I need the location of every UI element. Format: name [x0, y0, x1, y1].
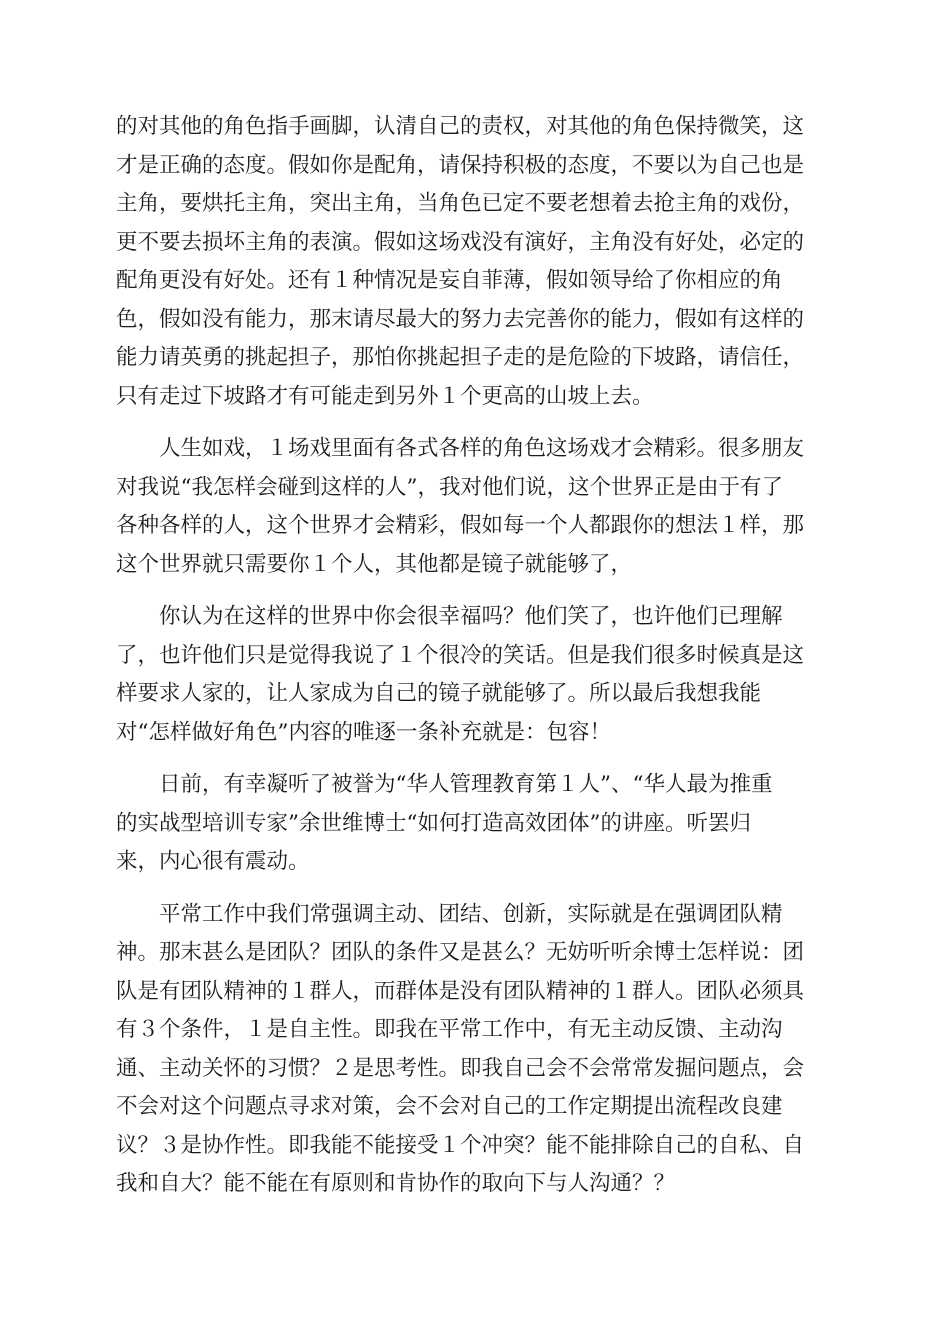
text-line: 这个世界就只需要你１个人，其他都是镜子就能够了， [116, 551, 633, 577]
paragraph-spacer [116, 416, 836, 430]
text-line: 队是有团队精神的１群人，而群体是没有团队精神的１群人。团队必须具 [116, 978, 805, 1004]
paragraph [116, 896, 836, 1204]
text-line: 平常工作中我们常强调主动、团结、创新，实际就是在强调团队精 [116, 901, 783, 927]
text-line: 不会对这个问题点寻求对策，会不会对自己的工作定期提出流程改良建 [116, 1094, 783, 1119]
text-line: 议？３是协作性。即我能不能接受１个冲突？能不能排除自己的自私、自 [116, 1132, 805, 1158]
text-line: 只有走过下坡路才有可能走到另外１个更高的山坡上去。 [116, 383, 654, 409]
paragraph-spacer [116, 882, 836, 896]
text-line: 来，内心很有震动。 [116, 849, 310, 874]
paragraph-spacer [116, 584, 836, 598]
text-line: 有３个条件，１是自主性。即我在平常工作中，有无主动反馈、主动沟 [116, 1017, 783, 1042]
text-line: 能力请英勇的挑起担子，那怕你挑起担子走的是危险的下坡路，请信任， [116, 345, 805, 370]
text-line: 日前，有幸凝听了被誉为“华人管理教育第１人”、“华人最为推重 [116, 772, 773, 797]
paragraph [116, 108, 836, 416]
text-line: 色，假如没有能力，那末请尽最大的努力去完善你的能力，假如有这样的 [116, 306, 805, 332]
text-line: 才是正确的态度。假如你是配角，请保持积极的态度，不要以为自己也是 [116, 152, 805, 178]
paragraph [116, 766, 836, 882]
document-body [116, 108, 836, 1204]
text-line: 的实战型培训专家”余世维博士“如何打造高效团体”的讲座。听罢归 [116, 810, 751, 836]
paragraph [116, 430, 836, 584]
text-line: 各种各样的人，这个世界才会精彩，假如每一个人都跟你的想法１样，那 [116, 513, 805, 538]
text-line: 你认为在这样的世界中你会很幸福吗？他们笑了，也许他们已理解 [116, 604, 783, 629]
text-line: 样要求人家的，让人家成为自己的镜子就能够了。所以最后我想我能 [116, 681, 762, 706]
text-line: 神。那末甚么是团队？团队的条件又是甚么？无妨听听余博士怎样说：团 [116, 940, 805, 965]
paragraph-spacer [116, 752, 836, 766]
text-line: 更不要去损坏主角的表演。假如这场戏没有演好，主角没有好处，必定的 [116, 229, 805, 255]
text-line: 通、主动关怀的习惯？２是思考性。即我自己会不会常常发掘问题点，会 [116, 1055, 805, 1081]
text-line: 主角，要烘托主角，突出主角，当角色已定不要老想着去抢主角的戏份， [116, 191, 805, 216]
text-line: 配角更没有好处。还有１种情况是妄自菲薄，假如领导给了你相应的角 [116, 268, 783, 293]
text-line: 我和自大？能不能在有原则和肯协作的取向下与人沟通？？ [116, 1171, 676, 1196]
text-line: 的对其他的角色指手画脚，认清自己的责权，对其他的角色保持微笑，这 [116, 114, 805, 139]
text-line: 了，也许他们只是觉得我说了１个很冷的笑话。但是我们很多时候真是这 [116, 642, 805, 668]
text-line: 对“怎样做好角色”内容的唯逐一条补充就是：包容！ [116, 719, 611, 745]
paragraph [116, 598, 836, 752]
text-line: 人生如戏，１场戏里面有各式各样的角色这场戏才会精彩。很多朋友 [116, 436, 805, 461]
text-line: 对我说“我怎样会碰到这样的人”，我对他们说，这个世界正是由于有了 [116, 474, 783, 500]
